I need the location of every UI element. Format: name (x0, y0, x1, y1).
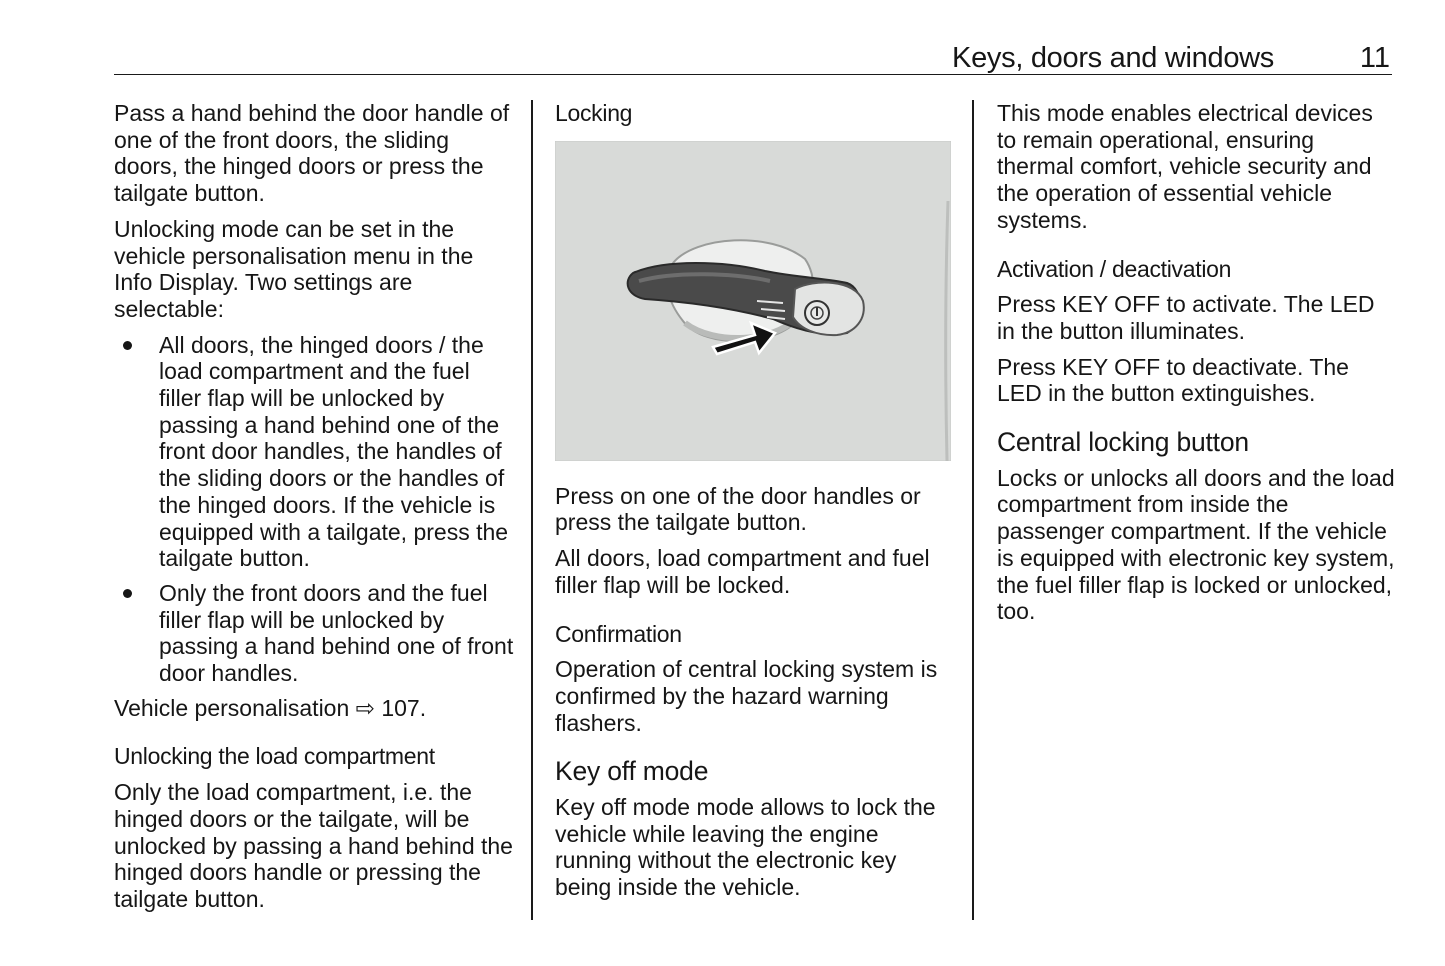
list-item-text: Only the front doors and the fuel filler flap will be unlocked by passing a hand behind one of front door handles. (159, 579, 514, 687)
subheading: Unlocking the load compartment (114, 743, 435, 770)
paragraph: Press KEY OFF to activate. The LED in the button illuminates. (997, 291, 1375, 344)
paragraph: Operation of central locking system is confirmed by the hazard warning flashers. (555, 656, 938, 736)
bullet-list (114, 332, 514, 687)
paragraph: Press on one of the door handles or press the tailgate button. (555, 482, 921, 536)
column-left (114, 100, 514, 922)
column-middle (555, 100, 953, 910)
paragraph: This mode enables electrical devices to remain operational, ensuring thermal comfort, vehicle security and the operation of essential vehicle systems. (997, 100, 1373, 233)
paragraph: Only the load compartment, i.e. the hinged doors or the tailgate, will be unlocked by passing a hand behind the hinged doors handle or pressing the tailgate button. (114, 779, 513, 912)
section-heading: Key off mode (555, 756, 709, 787)
arrow-right-icon: ⇨ (355, 694, 375, 721)
paragraph: All doors, load compartment and fuel filler flap will be locked. (555, 545, 930, 598)
paragraph: Unlocking mode can be set in the vehicle personalisation menu in the Info Display. Two settings are selectable: (114, 215, 474, 322)
list-item-text: All doors, the hinged doors / the load compartment and the fuel filler flap will be unlocked by passing a hand behind one of the front door handles, the handles of the sliding doors or the handles of the hinged doors. If the vehicle is equipped with a tailgate, press the tailgate button. (159, 331, 509, 572)
paragraph: Press KEY OFF to deactivate. The LED in the button extinguishes. (997, 353, 1349, 407)
page-reference[interactable] (114, 695, 514, 722)
section-heading: Central locking button (997, 427, 1249, 458)
subheading: Confirmation (555, 620, 682, 647)
reference-text: Vehicle personalisation (114, 694, 350, 721)
column-divider (531, 100, 533, 920)
bullet-icon (123, 589, 132, 598)
column-right (997, 100, 1397, 634)
paragraph: Locks or unlocks all doors and the load compartment from inside the passenger compartment. If the vehicle is equipped with electronic key system, the fuel filler flap is locked or unlocked, too. (997, 464, 1395, 625)
list-item (114, 332, 514, 572)
list-item (114, 580, 514, 687)
door-handle-illustration (555, 141, 951, 461)
page-number: 11 (1359, 42, 1390, 74)
bullet-icon (123, 341, 132, 350)
page-header (114, 40, 1392, 75)
reference-page: 107. (381, 694, 427, 721)
column-divider (972, 100, 974, 920)
paragraph: Pass a hand behind the door handle of one of the front doors, the sliding doors, the hinged doors or press the tailgate button. (114, 100, 510, 207)
subheading: Activation / deactivation (997, 255, 1232, 282)
subheading: Locking (555, 100, 633, 126)
section-title: Keys, doors and windows (952, 42, 1274, 74)
paragraph: Key off mode mode allows to lock the vehicle while leaving the engine running without the electronic key being inside the vehicle. (555, 794, 936, 901)
